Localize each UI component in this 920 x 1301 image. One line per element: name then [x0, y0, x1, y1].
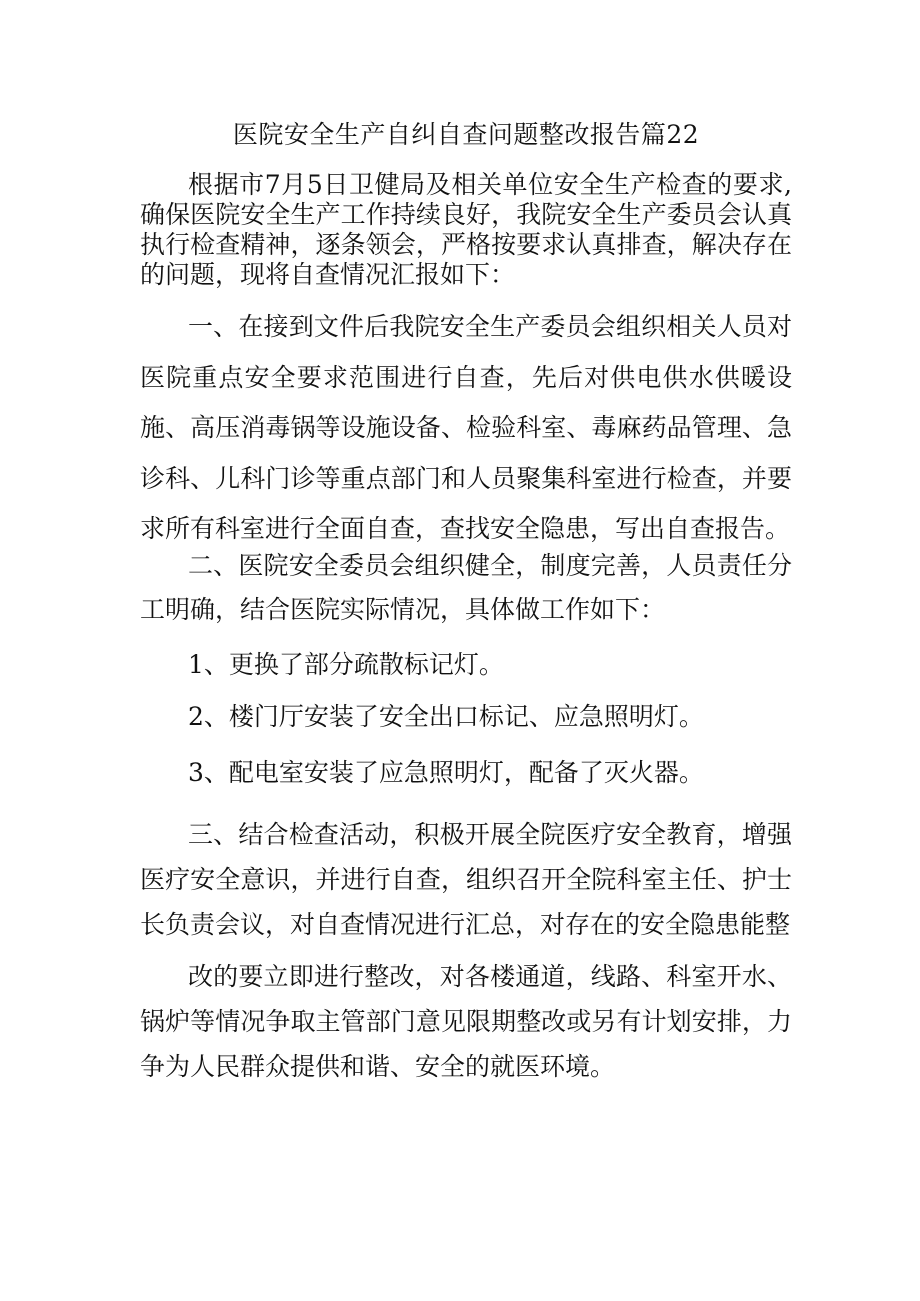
- list-item: 3、配电室安装了应急照明灯，配备了灭火器。: [188, 758, 704, 787]
- document-title: 医院安全生产自纠自查问题整改报告篇22: [232, 120, 700, 149]
- section-3-continuation-paragraph: 改的要立即进行整改，对各楼通道，线路、科室开水、锅炉等情况争取主管部门意见限期整改或另有计划安排，力争为人民群众提供和谐、安全的就医环境。: [140, 962, 792, 1081]
- list-item: 1、更换了部分疏散标记灯。: [188, 650, 504, 679]
- section-3-paragraph: 三、结合检查活动，积极开展全院医疗安全教育，增强医疗安全意识，并进行自查，组织召开全院科室主任、护士长负责会议，对自查情况进行汇总，对存在的安全隐患能整: [140, 820, 792, 939]
- section-2-paragraph: 二、医院安全委员会组织健全，制度完善，人员责任分工明确，结合医院实际情况，具体做工作如下：: [140, 551, 792, 624]
- section-1-paragraph: 一、在接到文件后我院安全生产委员会组织相关人员对医院重点安全要求范围进行自查，先后对供电供水供暖设施、高压消毒锅等设施设备、检验科室、毒麻药品管理、急诊科、儿科门诊等重点部门和人员聚集科室进行检查，并要求所有科室进行全面自查，查找安全隐患，写出自查报告。: [140, 312, 792, 543]
- intro-paragraph: 根据市7月5日卫健局及相关单位安全生产检查的要求,确保医院安全生产工作持续良好，我院安全生产委员会认真执行检查精神，逐条领会，严格按要求认真排查，解决存在的问题，现将自查情况汇报如下：: [140, 170, 792, 289]
- list-item: 2、楼门厅安装了安全出口标记、应急照明灯。: [188, 702, 704, 731]
